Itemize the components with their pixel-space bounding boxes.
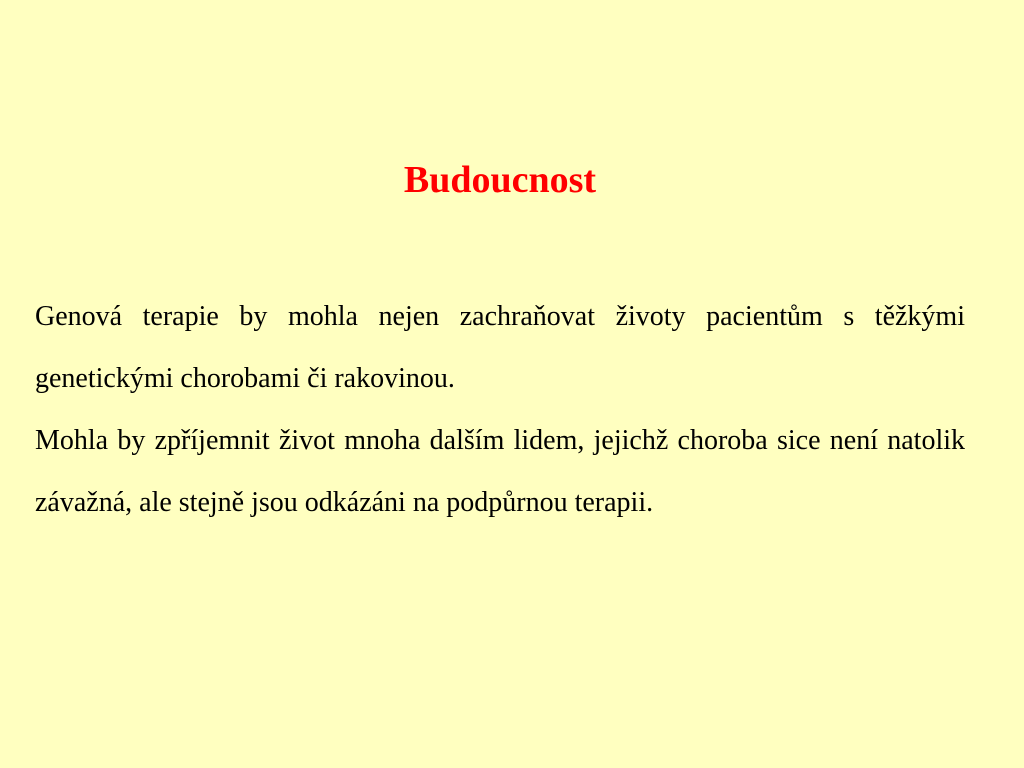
paragraph-gene-therapy: Genová terapie by mohla nejen zachraňovat životy pacientům s těžkými genetickými chorobami či rakovinou. bbox=[35, 301, 965, 394]
paragraph-quality-of-life: Mohla by zpříjemnit život mnoha dalším lidem, jejichž choroba sice není natolik závažná, ale stejně jsou odkázáni na podpůrnou terapii. bbox=[35, 425, 965, 518]
slide-title: Budoucnost bbox=[403, 159, 597, 201]
slide-body bbox=[35, 286, 965, 534]
